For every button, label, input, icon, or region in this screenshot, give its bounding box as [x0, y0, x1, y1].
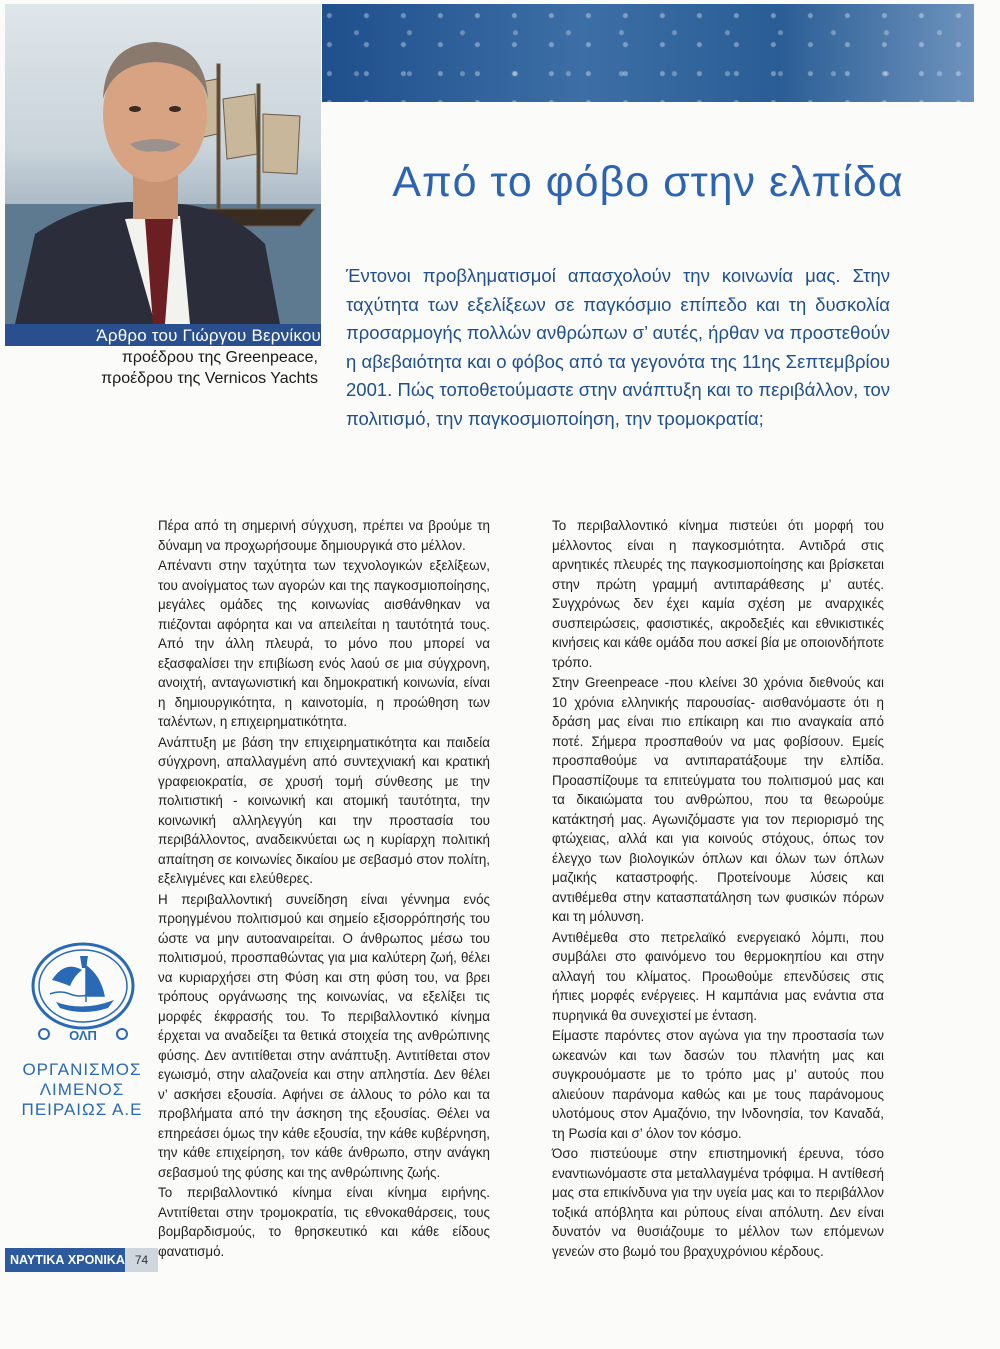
body-column-left	[158, 516, 490, 1262]
article-title: Από το φόβο στην ελπίδα	[392, 158, 904, 206]
sponsor-name-line-2: ΛΙΜΕΝΟΣ	[39, 1080, 125, 1099]
paragraph: Είμαστε παρόντες στον αγώνα για την προστασία των ωκεανών και των δασών του πλανήτη μας και συγκρουόμαστε με το τρόπο μας μ’ αυτούς που αλιεύουν παράνομα καθώς και με τους παράνομους υλοτόμους στον Αμαζόνιο, την Ινδονησία, τον Καναδά, τη Ρωσία και σ’ όλον τον κόσμο.	[552, 1028, 884, 1141]
paragraph: Αντιθέμεθα στο πετρελαϊκό ενεργειακό λόμπι, που συμβάλει στο φαινόμενο του θερμοκηπίου και στην αλλαγή του κλίματος. Προωθούμε επενδύσεις στις ήπιες μορφές ενέργειες. Η καμπάνια μας ενάντια στα πυρηνικά θα συνεχιστεί με ένταση.	[552, 929, 884, 1023]
paragraph: Όσο πιστεύουμε στην επιστημονική έρευνα, τόσο εναντιωνόμαστε στα μεταλλαγμένα τρόφιμα. Η αντίθεσή μας στα επικίνδυνα για την υγεία μας και το περιβάλλον τοξικά απόβλητα και ρύπους είναι απόλυτη. Δεν είναι δυνατόν να θυσιάζουμε το μέλλον των επόμενων γενεών στο βωμό του βραχυχρόνιου κέρδους.	[552, 1146, 884, 1259]
paragraph: Το περιβαλλοντικό κίνημα πιστεύει ότι μορφή του μέλλοντος είναι η παγκοσμιότητα. Αντιδρά στις αρνητικές πλευρές της παγκοσμιοποίησης και βρίσκεται στην πρώτη γραμμή αντιπαράθεσης μ’ αυτές. Συγχρόνως δεν έχει καμία σχέση με αναρχικές συσπειρώσεις, φασιστικές, ακροδεξιές και εθνικιστικές κινήσεις και κάθε ομάδα που ασκεί βία με οποιονδήποτε τρόπο.	[552, 518, 884, 670]
paragraph: Το περιβαλλοντικό κίνημα είναι κίνημα ειρήνης. Αντιτίθεται στην τρομοκρατία, τις εθνοκαθάρσεις, τους βομβαρδισμούς, το θρησκευτικό και κάθε είδους φανατισμό.	[158, 1185, 490, 1259]
article-lead: Έντονοι προβληματισμοί απασχολούν την κοινωνία μας. Στην ταχύτητα των εξελίξεων σε παγκόσμιο επίπεδο και τη δυσκολία προσαρμογής πολλών ανθρώπων σ’ αυτές, ήρθαν να προστεθούν η αβεβαιότητα και ο φόβος από τα γεγονότα της 11ης Σεπτεμβρίου 2001. Πώς τοποθετούμαστε στην ανάπτυξη και το περιβάλλον, τον πολιτισμό, την παγκοσμιοποίηση, την τρομοκρατία;	[346, 265, 890, 429]
olp-logo-text: ΟΛΠ	[69, 1028, 97, 1043]
sea-texture-banner	[322, 4, 974, 102]
author-role-vernicos: προέδρου της Vernicos Yachts	[101, 370, 318, 387]
paragraph: Απέναντι στην ταχύτητα των τεχνολογικών εξελίξεων, του ανοίγματος των αγορών και της παγκοσμιοποίησης, μεγάλες ομάδες της κοινωνίας αισθάνθηκαν να πιέζονται αφόρητα και να απειλείται η ταυτότητά τους. Από την άλλη πλευρά, το μόνο που μπορεί να εξασφαλίσει την επιβίωση ενός λαού σε μια σύγχρονη, ανοιχτή, ανταγωνιστική και δημοκρατική κοινωνία, είναι η δημιουργικότητα, η καινοτομία, η προώθηση των ταλέντων, η επιχειρηματικότητα.	[158, 558, 490, 729]
author-portrait	[5, 4, 321, 324]
portrait-illustration	[5, 4, 321, 324]
author-byline: Άρθρο του Γιώργου Βερνίκου	[96, 326, 321, 345]
paragraph: Πέρα από τη σημερινή σύγχυση, πρέπει να βρούμε τη δύναμη να προχωρήσουμε δημιουργικά στο μέλλον.	[158, 518, 490, 553]
publication-name: ΝΑΥΤΙΚΑ ΧΡΟΝΙΚΑ	[10, 1253, 125, 1267]
olp-logo	[30, 942, 136, 1044]
man-figure	[15, 42, 280, 324]
body-column-right	[552, 516, 884, 1262]
sponsor-name-line-3: ΠΕΙΡΑΙΩΣ Α.Ε	[21, 1100, 143, 1119]
olp-emblem-icon	[30, 942, 136, 1044]
paragraph: Στην Greenpeace -που κλείνει 30 χρόνια διεθνούς και 10 χρόνια ελληνικής παρουσίας- αισθανόμαστε ότι η δράση μας είναι πιο επίκαιρη και πιο αναγκαία από ποτέ. Σήμερα προσπαθούν να μας φοβίσουν. Εμείς προσπαθούμε να αντιπαρατάξουμε την ελπίδα. Προασπίζουμε τα επιτεύγματα του πολιτισμού μας και τα δικαιώματα του ανθρώπου, που τα θεωρούμε κατάκτησή μας. Αγωνιζόμαστε για τον περιορισμό της φτώχειας, αλλά και για κοινούς στόχους, όπως τον έλεγχο των βιολογικών όπλων και όλων των όπλων μαζικής καταστροφής. Προτείνουμε λύσεις και αντιθέμεθα στην κατασπατάληση των φυσικών πόρων και τη μόλυνση.	[552, 675, 884, 924]
sponsor-name-line-1: ΟΡΓΑΝΙΣΜΟΣ	[22, 1060, 142, 1079]
page-number: 74	[125, 1248, 158, 1272]
paragraph: Η περιβαλλοντική συνείδηση είναι γέννημα ενός προηγμένου πολιτισμού και σημείο εξισορρόπησής του ώστε να μην αυτοαναιρείται. Ο άνθρωπος μέσω του πολιτισμού, προσπαθώντας για μια καλύτερη ζωή, θέλει να κυριαρχήσει στη Φύση και στη φύση του, να βρει τρόπους οργάνωσης της κοινωνίας, να εξελίξει τις μορφές έκφρασής του. Το περιβαλλοντικό κίνημα έρχεται να αναδείξει τα θετικά στοιχεία της ανθρώπινης φύσης. Δεν αντιτίθεται στην ανάπτυξη. Αντιτίθεται στον εγωισμό, στην αλαζονεία και στην απληστία. Δεν θέλει ν’ ασκήσει εξουσία. Αφήνει σε άλλους το ρόλο και τα προβλήματα από την άσκηση της εξουσίας. Θέλει να επηρεάσει όμως την κάθε εξουσία, την κάθε κυβέρνηση, την κάθε επιχείρηση, τον κάθε άνθρωπο, στην ανάγκη σεβασμού της φύσης και της ανθρώπινης ζωής.	[158, 891, 490, 1180]
paragraph: Ανάπτυξη με βάση την επιχειρηματικότητα και παιδεία σύγχρονη, απαλλαγμένη από συντεχνιακή και κρατική γραφειοκρατία, σε χρυσή τομή σύνθεσης με την πολιτιστική - κοινωνική και ατομική ταυτότητα, την κοινωνική αλληλεγγύη και την προστασία του περιβάλλοντος, αναδεικνύεται ως η κυρίαρχη πολιτική απαίτηση σε κοινωνίες δικαίου με σεβασμό στον πολίτη, εξελιγμένες και ελεύθερες.	[158, 734, 490, 886]
author-role-greenpeace: προέδρου της Greenpeace,	[121, 349, 318, 366]
page-footer	[5, 1248, 148, 1272]
